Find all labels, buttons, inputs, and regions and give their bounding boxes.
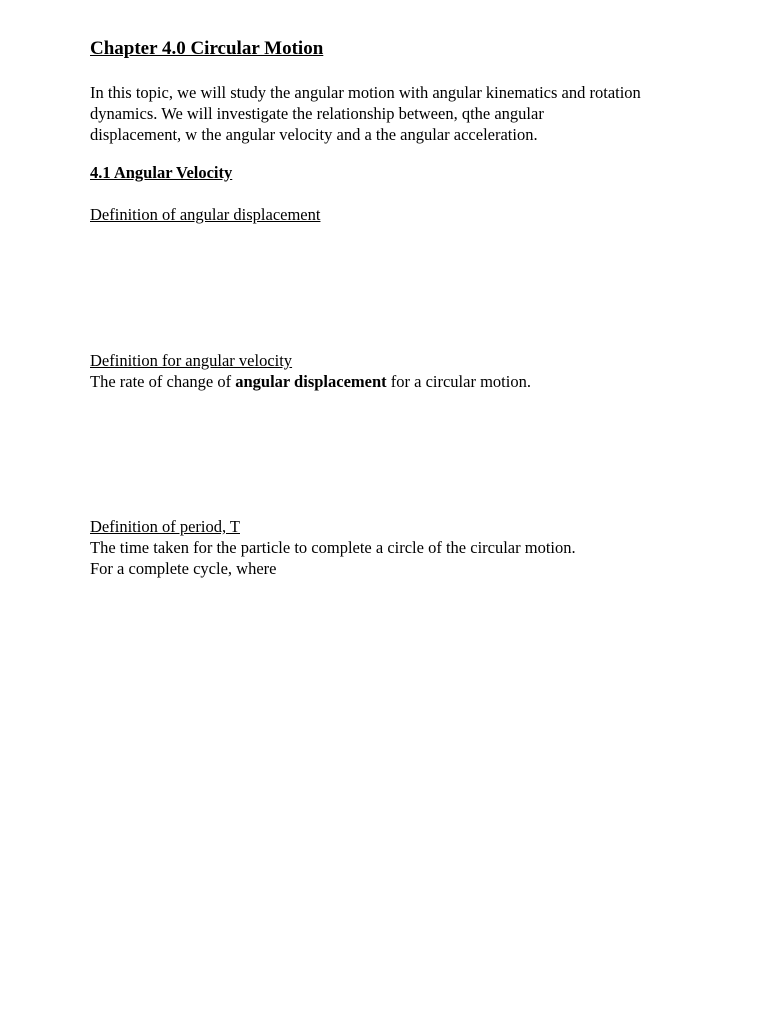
intro-line-1: In this topic, we will study the angular motion with angular kinematics and rotation [90,83,641,102]
angular-displacement-heading: Definition of angular displacement [90,205,321,224]
intro-line-2: dynamics. We will investigate the relationship between, qthe angular [90,104,544,123]
angular-velocity-text-after: for a circular motion. [386,372,531,391]
intro-line-3: displacement, w the angular velocity and a the angular acceleration. [90,125,538,144]
chapter-title: Chapter 4.0 Circular Motion [90,38,324,59]
period-heading: Definition of period, T [90,517,240,536]
angular-velocity-definition [90,372,531,392]
angular-velocity-heading: Definition for angular velocity [90,351,293,370]
period-definition-line-1: The time taken for the particle to complete a circle of the circular motion. [90,538,576,557]
angular-velocity-text-before: The rate of change of [90,372,236,391]
angular-velocity-text-bold: angular displacement [235,372,387,391]
period-definition-line-2: For a complete cycle, where [90,559,277,578]
section-heading: 4.1 Angular Velocity [90,163,233,182]
